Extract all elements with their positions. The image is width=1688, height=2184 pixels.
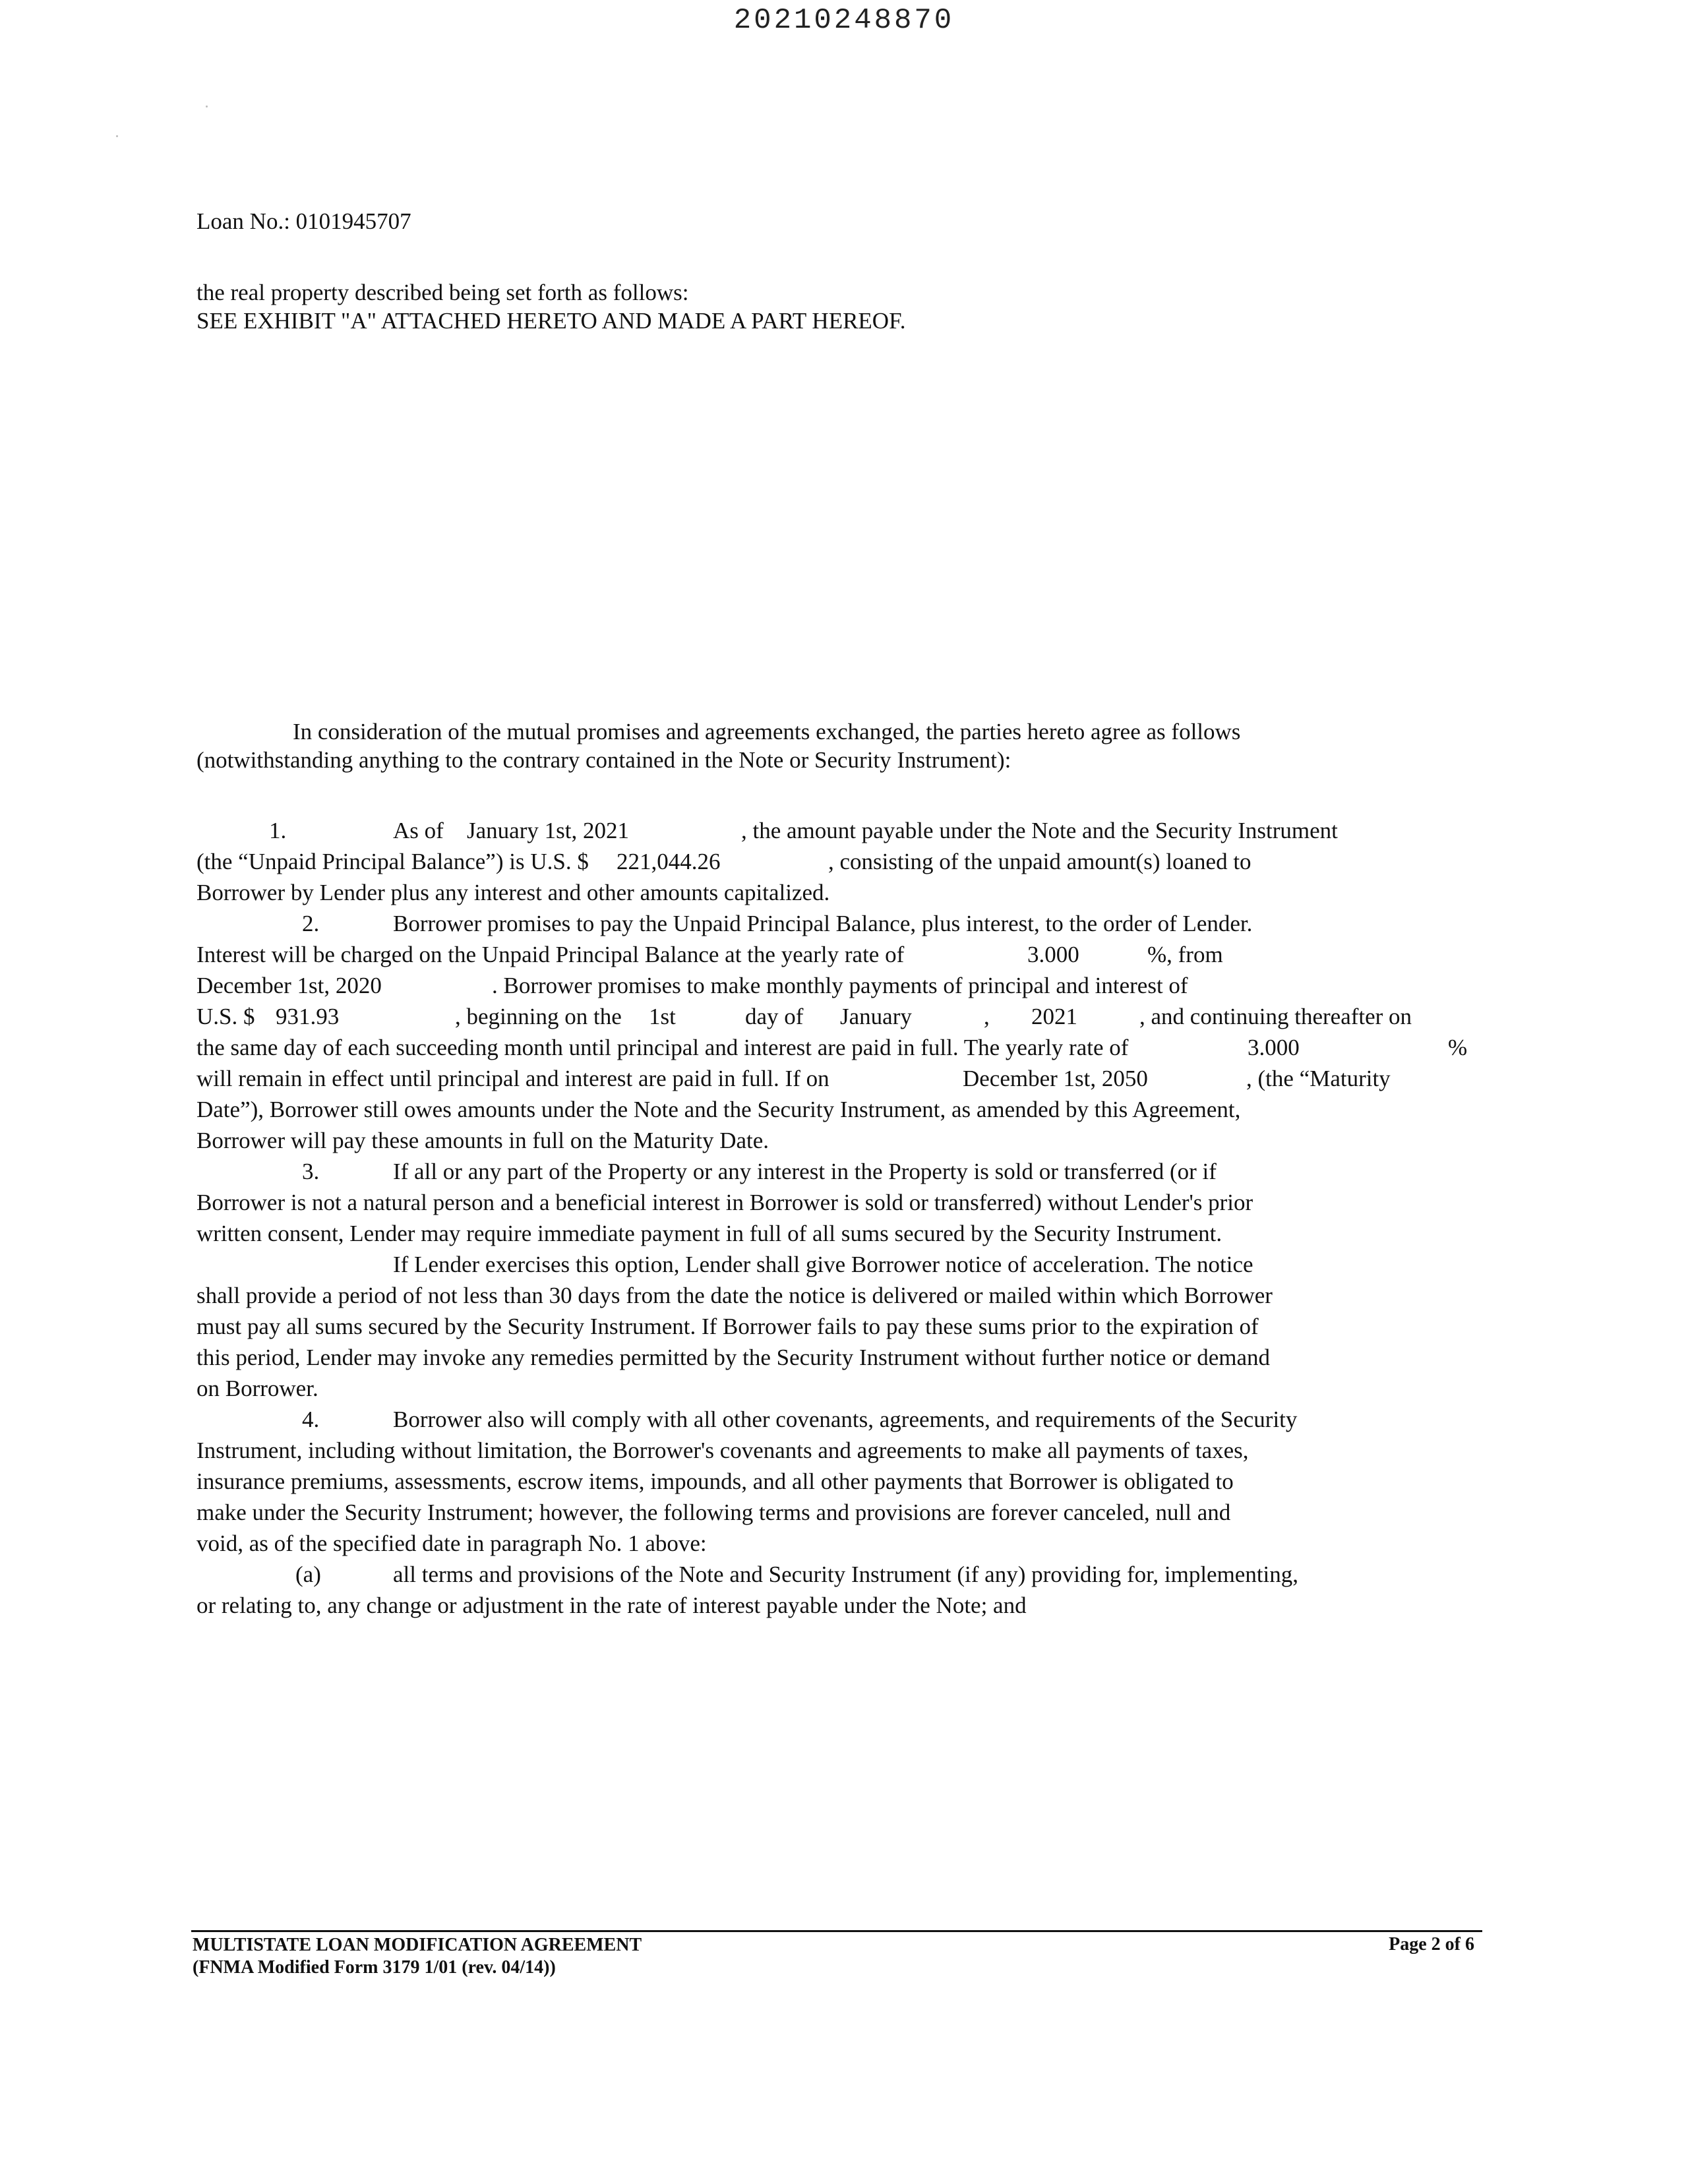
p2-line-3 [196,970,1476,1001]
p1-text-2: (the “Unpaid Principal Balance”) is U.S. $ [196,849,589,874]
p2-text-6a: will remain in effect until principal and interest are paid in full. If on [196,1066,829,1091]
p2-line-1 [196,908,1476,939]
p3-line-8: on Borrower. [196,1376,318,1401]
p2-text-6b: , (the “Maturity [1246,1066,1391,1091]
loan-number-value: 0101945707 [295,208,411,234]
p2-line-4 [196,1001,1476,1032]
footer-title: MULTISTATE LOAN MODIFICATION AGREEMENT [193,1935,642,1955]
p2-comma: , [984,1004,990,1029]
p4-line-1 [196,1404,1476,1435]
consideration-paragraph [196,717,1476,774]
p2-line-7: Date”), Borrower still owes amounts under the Note and the Security Instrument, as amended by this Agreement, [196,1097,1241,1122]
p3-line-1 [196,1156,1476,1187]
p2-payment: 931.93 [276,1004,340,1029]
p3-line-2: Borrower is not a natural person and a beneficial interest in Borrower is sold or transferred) without Lender's prior [196,1190,1253,1215]
p3-text-1: If all or any part of the Property or any interest in the Property is sold or transferred (or if [393,1159,1217,1184]
pa-line-1 [196,1559,1476,1590]
p2-text-1: Borrower promises to pay the Unpaid Principal Balance, plus interest, to the order of Lender. [393,911,1253,936]
p3-line-3: written consent, Lender may require immediate payment in full of all sums secured by the Security Instrument. [196,1221,1222,1246]
p2-percent: % [1448,1035,1468,1060]
p2-maturity-date: December 1st, 2050 [963,1066,1148,1091]
p3-number: 3. [302,1159,320,1184]
p2-rate-2: 3.000 [1248,1035,1300,1060]
p2-month: January [840,1004,912,1029]
p2-text-2b: %, from [1147,942,1223,967]
scan-speck [206,106,208,107]
p2-line-2 [196,939,1476,970]
p2-usd: U.S. $ [196,1004,255,1029]
scan-speck [116,135,118,137]
consideration-line-2: (notwithstanding anything to the contrary contained in the Note or Security Instrument): [196,747,1011,773]
p1-number: 1. [269,818,287,843]
pa-label: (a) [295,1562,321,1587]
p1-text-1: , the amount payable under the Note and the Security Instrument [741,818,1338,843]
p2-text-5a: the same day of each succeeding month until principal and interest are paid in full. The yearly rate of [196,1035,1129,1060]
recording-number: 20210248870 [733,4,955,37]
p2-rate: 3.000 [1027,942,1079,967]
p2-day: 1st [649,1004,676,1029]
p3-line-6: must pay all sums secured by the Security Instrument. If Borrower fails to pay these sums prior to the expiration of [196,1314,1259,1339]
p2-line-8: Borrower will pay these amounts in full on the Maturity Date. [196,1128,769,1153]
footer-divider [191,1930,1482,1932]
p4-line-5: void, as of the specified date in paragraph No. 1 above: [196,1531,707,1556]
pa-line-2: or relating to, any change or adjustment in the rate of interest payable under the Note; and [196,1592,1027,1618]
p2-line-6 [196,1063,1476,1094]
p2-line-5 [196,1032,1476,1063]
p3-line-5: shall provide a period of not less than 30 days from the date the notice is delivered or mailed within which Borrower [196,1283,1273,1308]
pa-text-1: all terms and provisions of the Note and Security Instrument (if any) providing for, implementing, [393,1562,1299,1587]
agreement-body [196,815,1476,1621]
p2-text-3b: . Borrower promises to make monthly payments of principal and interest of [492,973,1188,998]
p4-line-3: insurance premiums, assessments, escrow items, impounds, and all other payments that Borrower is obligated to [196,1469,1234,1494]
property-line-2: SEE EXHIBIT "A" ATTACHED HERETO AND MADE A PART HEREOF. [196,308,906,334]
loan-number-label: Loan No.: [196,208,290,234]
p3-line-7: this period, Lender may invoke any remedies permitted by the Security Instrument without further notice or demand [196,1345,1271,1370]
consideration-line-1: In consideration of the mutual promises and agreements exchanged, the parties hereto agree as follows [293,719,1241,744]
p2-continuing: , and continuing thereafter on [1139,1004,1412,1029]
p1-line-3: Borrower by Lender plus any interest and other amounts capitalized. [196,880,830,905]
footer-form-number: (FNMA Modified Form 3179 1/01 (rev. 04/14)) [193,1957,556,1978]
p4-line-4: make under the Security Instrument; however, the following terms and provisions are forever canceled, null and [196,1500,1231,1525]
p2-day-of: day of [745,1004,804,1029]
p2-number: 2. [302,911,320,936]
footer-form-info [193,1934,642,1979]
p3-text-4: If Lender exercises this option, Lender shall give Borrower notice of acceleration. The notice [393,1252,1253,1277]
p2-year: 2021 [1031,1004,1077,1029]
p2-from-date: December 1st, 2020 [196,973,382,998]
p4-line-2: Instrument, including without limitation, the Borrower's covenants and agreements to make all payments of taxes, [196,1438,1249,1463]
p1-date: January 1st, 2021 [467,818,629,843]
p1-line-1 [196,815,1476,846]
loan-number-line [196,208,411,235]
p1-line-2 [196,846,1476,877]
p2-text-2a: Interest will be charged on the Unpaid Principal Balance at the yearly rate of [196,942,905,967]
property-description [196,278,905,335]
footer-page-number: Page 2 of 6 [1389,1934,1474,1955]
p4-number: 4. [302,1407,320,1432]
property-line-1: the real property described being set forth as follows: [196,280,689,305]
p1-upb-value: 221,044.26 [617,849,721,874]
p1-text-3: , consisting of the unpaid amount(s) loaned to [828,849,1251,874]
p4-text-1: Borrower also will comply with all other covenants, agreements, and requirements of the Security [393,1407,1298,1432]
p2-beginning: , beginning on the [455,1004,622,1029]
p1-as-of: As of [393,818,444,843]
p3-line-4 [196,1249,1476,1280]
